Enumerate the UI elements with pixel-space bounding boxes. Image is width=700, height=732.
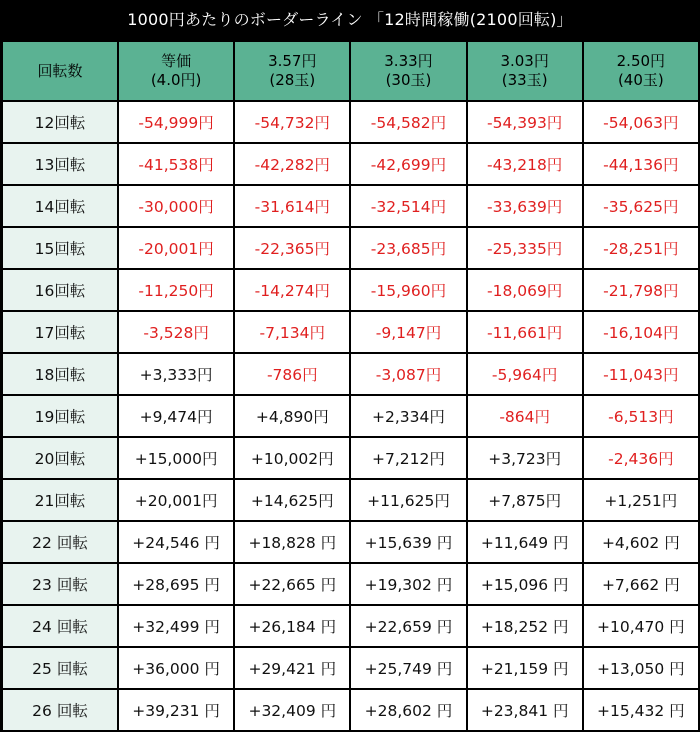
table-row <box>2 227 699 269</box>
row-label-spins: 14回転 <box>2 185 118 227</box>
header-rate: 3.03円 <box>500 52 549 70</box>
value-cell: +28,602 円 <box>350 689 466 731</box>
table-row <box>2 269 699 311</box>
value-cell: -3,528円 <box>118 311 234 353</box>
value-cell: -18,069円 <box>467 269 583 311</box>
value-cell: +21,159 円 <box>467 647 583 689</box>
value-cell: +15,000円 <box>118 437 234 479</box>
table-row <box>2 521 699 563</box>
value-cell: +13,050 円 <box>583 647 699 689</box>
table-row <box>2 605 699 647</box>
value-cell: +36,000 円 <box>118 647 234 689</box>
value-cell: +15,639 円 <box>350 521 466 563</box>
value-cell: +11,625円 <box>350 479 466 521</box>
value-cell: +3,333円 <box>118 353 234 395</box>
value-cell: +32,409 円 <box>234 689 350 731</box>
header-rate-sub: (40玉) <box>617 71 664 89</box>
row-label-spins: 12回転 <box>2 101 118 143</box>
value-cell: -35,625円 <box>583 185 699 227</box>
row-label-spins: 21回転 <box>2 479 118 521</box>
value-cell: +22,665 円 <box>234 563 350 605</box>
value-cell: +39,231 円 <box>118 689 234 731</box>
header-spins-per-1000yen: 回転数 <box>2 41 118 101</box>
table-row <box>2 101 699 143</box>
table-row <box>2 563 699 605</box>
row-label-spins: 19回転 <box>2 395 118 437</box>
value-cell: -28,251円 <box>583 227 699 269</box>
value-cell: -786円 <box>234 353 350 395</box>
value-cell: +22,659 円 <box>350 605 466 647</box>
value-cell: +9,474円 <box>118 395 234 437</box>
header-rate: 等価 <box>161 52 192 70</box>
value-cell: -20,001円 <box>118 227 234 269</box>
header-rate-sub: (30玉) <box>385 71 432 89</box>
value-cell: -7,134円 <box>234 311 350 353</box>
value-cell: -22,365円 <box>234 227 350 269</box>
value-cell: -54,063円 <box>583 101 699 143</box>
row-label-spins: 24 回転 <box>2 605 118 647</box>
value-cell: -23,685円 <box>350 227 466 269</box>
table-body <box>2 101 699 731</box>
value-cell: +10,470 円 <box>583 605 699 647</box>
value-cell: -41,538円 <box>118 143 234 185</box>
value-cell: -31,614円 <box>234 185 350 227</box>
value-cell: +11,649 円 <box>467 521 583 563</box>
value-cell: +19,302 円 <box>350 563 466 605</box>
value-cell: -14,274円 <box>234 269 350 311</box>
header-rate: 2.50円 <box>616 52 666 70</box>
value-cell: -54,393円 <box>467 101 583 143</box>
value-cell: -25,335円 <box>467 227 583 269</box>
table-row <box>2 185 699 227</box>
value-cell: -5,964円 <box>467 353 583 395</box>
row-label-spins: 13回転 <box>2 143 118 185</box>
row-label-spins: 26 回転 <box>2 689 118 731</box>
row-label-spins: 25 回転 <box>2 647 118 689</box>
value-cell: -32,514円 <box>350 185 466 227</box>
table-row <box>2 395 699 437</box>
value-cell: -6,513円 <box>583 395 699 437</box>
value-cell: -42,282円 <box>234 143 350 185</box>
header-rate: 3.33円 <box>384 52 433 70</box>
value-cell: -54,999円 <box>118 101 234 143</box>
value-cell: +20,001円 <box>118 479 234 521</box>
header-rate-col <box>583 41 699 101</box>
header-rate-sub: (4.0円) <box>150 71 202 89</box>
row-label-spins: 16回転 <box>2 269 118 311</box>
value-cell: +15,432 円 <box>583 689 699 731</box>
value-cell: +18,828 円 <box>234 521 350 563</box>
value-cell: -16,104円 <box>583 311 699 353</box>
value-cell: -3,087円 <box>350 353 466 395</box>
header-rate-sub: (28玉) <box>269 71 316 89</box>
value-cell: -11,043円 <box>583 353 699 395</box>
value-cell: -11,250円 <box>118 269 234 311</box>
header-rate-col <box>234 41 350 101</box>
row-label-spins: 23 回転 <box>2 563 118 605</box>
row-label-spins: 22 回転 <box>2 521 118 563</box>
value-cell: +4,890円 <box>234 395 350 437</box>
row-label-spins: 18回転 <box>2 353 118 395</box>
table-row <box>2 143 699 185</box>
border-line-table <box>1 40 700 732</box>
value-cell: +25,749 円 <box>350 647 466 689</box>
value-cell: +29,421 円 <box>234 647 350 689</box>
value-cell: -42,699円 <box>350 143 466 185</box>
value-cell: -33,639円 <box>467 185 583 227</box>
value-cell: +4,602 円 <box>583 521 699 563</box>
header-rate-sub: (33玉) <box>501 71 548 89</box>
value-cell: +7,662 円 <box>583 563 699 605</box>
value-cell: +28,695 円 <box>118 563 234 605</box>
value-cell: -15,960円 <box>350 269 466 311</box>
value-cell: -54,582円 <box>350 101 466 143</box>
value-cell: -43,218円 <box>467 143 583 185</box>
header-rate-col <box>350 41 466 101</box>
header-rate-col <box>467 41 583 101</box>
table-title: 1000円あたりのボーダーライン 「12時間稼働(2100回転)」 <box>127 10 573 29</box>
table-row <box>2 311 699 353</box>
value-cell: +1,251円 <box>583 479 699 521</box>
value-cell: +3,723円 <box>467 437 583 479</box>
value-cell: +10,002円 <box>234 437 350 479</box>
value-cell: +7,875円 <box>467 479 583 521</box>
row-label-spins: 15回転 <box>2 227 118 269</box>
table-row <box>2 647 699 689</box>
value-cell: -54,732円 <box>234 101 350 143</box>
table-row <box>2 689 699 731</box>
value-cell: +18,252 円 <box>467 605 583 647</box>
value-cell: +7,212円 <box>350 437 466 479</box>
value-cell: -9,147円 <box>350 311 466 353</box>
value-cell: +26,184 円 <box>234 605 350 647</box>
value-cell: +32,499 円 <box>118 605 234 647</box>
row-label-spins: 17回転 <box>2 311 118 353</box>
value-cell: +24,546 円 <box>118 521 234 563</box>
header-row <box>2 41 699 101</box>
value-cell: +23,841 円 <box>467 689 583 731</box>
value-cell: +15,096 円 <box>467 563 583 605</box>
table-row <box>2 437 699 479</box>
value-cell: +2,334円 <box>350 395 466 437</box>
table-header <box>2 41 699 101</box>
header-rate-col <box>118 41 234 101</box>
value-cell: -11,661円 <box>467 311 583 353</box>
value-cell: +14,625円 <box>234 479 350 521</box>
header-rate: 3.57円 <box>268 52 317 70</box>
value-cell: -30,000円 <box>118 185 234 227</box>
table-row <box>2 479 699 521</box>
value-cell: -21,798円 <box>583 269 699 311</box>
value-cell: -864円 <box>467 395 583 437</box>
table-row <box>2 353 699 395</box>
value-cell: -2,436円 <box>583 437 699 479</box>
value-cell: -44,136円 <box>583 143 699 185</box>
row-label-spins: 20回転 <box>2 437 118 479</box>
